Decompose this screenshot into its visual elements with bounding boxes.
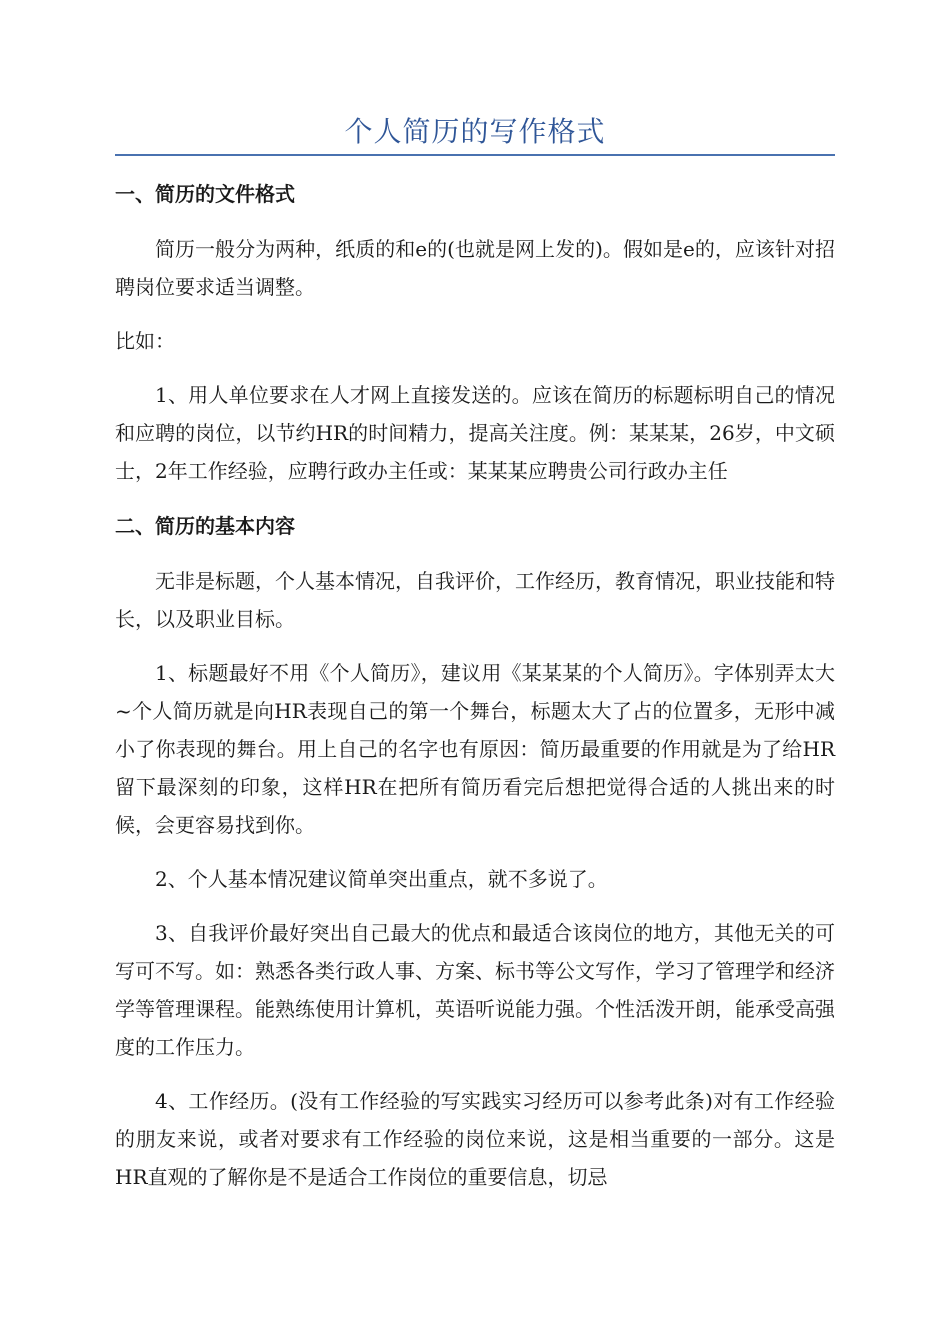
- paragraph: 2、个人基本情况建议简单突出重点，就不多说了。: [155, 867, 608, 891]
- paragraph: 1、用人单位要求在人才网上直接发送的。应该在简历的标题标明自己的情况和应聘的岗位，以节约HR的时间精力，提高关注度。例：某某某，26岁，中文硕士，2年工作经验，应聘行政办主任或：某某某应聘贵公司行政办主任: [115, 383, 835, 483]
- paragraph: 1、标题最好不用《个人简历》，建议用《某某某的个人简历》。字体别弄太大~个人简历就是向HR表现自己的第一个舞台，标题太大了占的位置多，无形中减小了你表现的舞台。用上自己的名字也有原因：简历最重要的作用就是为了给HR留下最深刻的印象，这样HR在把所有简历看完后想把觉得合适的人挑出来的时候，会更容易找到你。: [115, 661, 835, 837]
- section-heading-file-format: 一、简历的文件格式: [115, 182, 295, 206]
- paragraph: 比如：: [115, 329, 175, 353]
- paragraph: 无非是标题，个人基本情况，自我评价，工作经历，教育情况，职业技能和特长，以及职业目标。: [115, 569, 835, 631]
- title-underline: [115, 154, 835, 156]
- section-heading-basic-content: 二、简历的基本内容: [115, 514, 295, 538]
- document-body: [115, 174, 835, 1212]
- paragraph: 4、工作经历。(没有工作经验的写实践实习经历可以参考此条)对有工作经验的朋友来说，或者对要求有工作经验的岗位来说，这是相当重要的一部分。这是HR直观的了解你是不是适合工作岗位的重要信息，切忌: [115, 1089, 835, 1189]
- document-title: 个人简历的写作格式: [344, 115, 606, 148]
- paragraph: 简历一般分为两种，纸质的和e的(也就是网上发的)。假如是e的，应该针对招聘岗位要求适当调整。: [115, 237, 835, 299]
- paragraph: 3、自我评价最好突出自己最大的优点和最适合该岗位的地方，其他无关的可写可不写。如：熟悉各类行政人事、方案、标书等公文写作，学习了管理学和经济学等管理课程。能熟练使用计算机，英语听说能力强。个性活泼开朗，能承受高强度的工作压力。: [115, 921, 835, 1059]
